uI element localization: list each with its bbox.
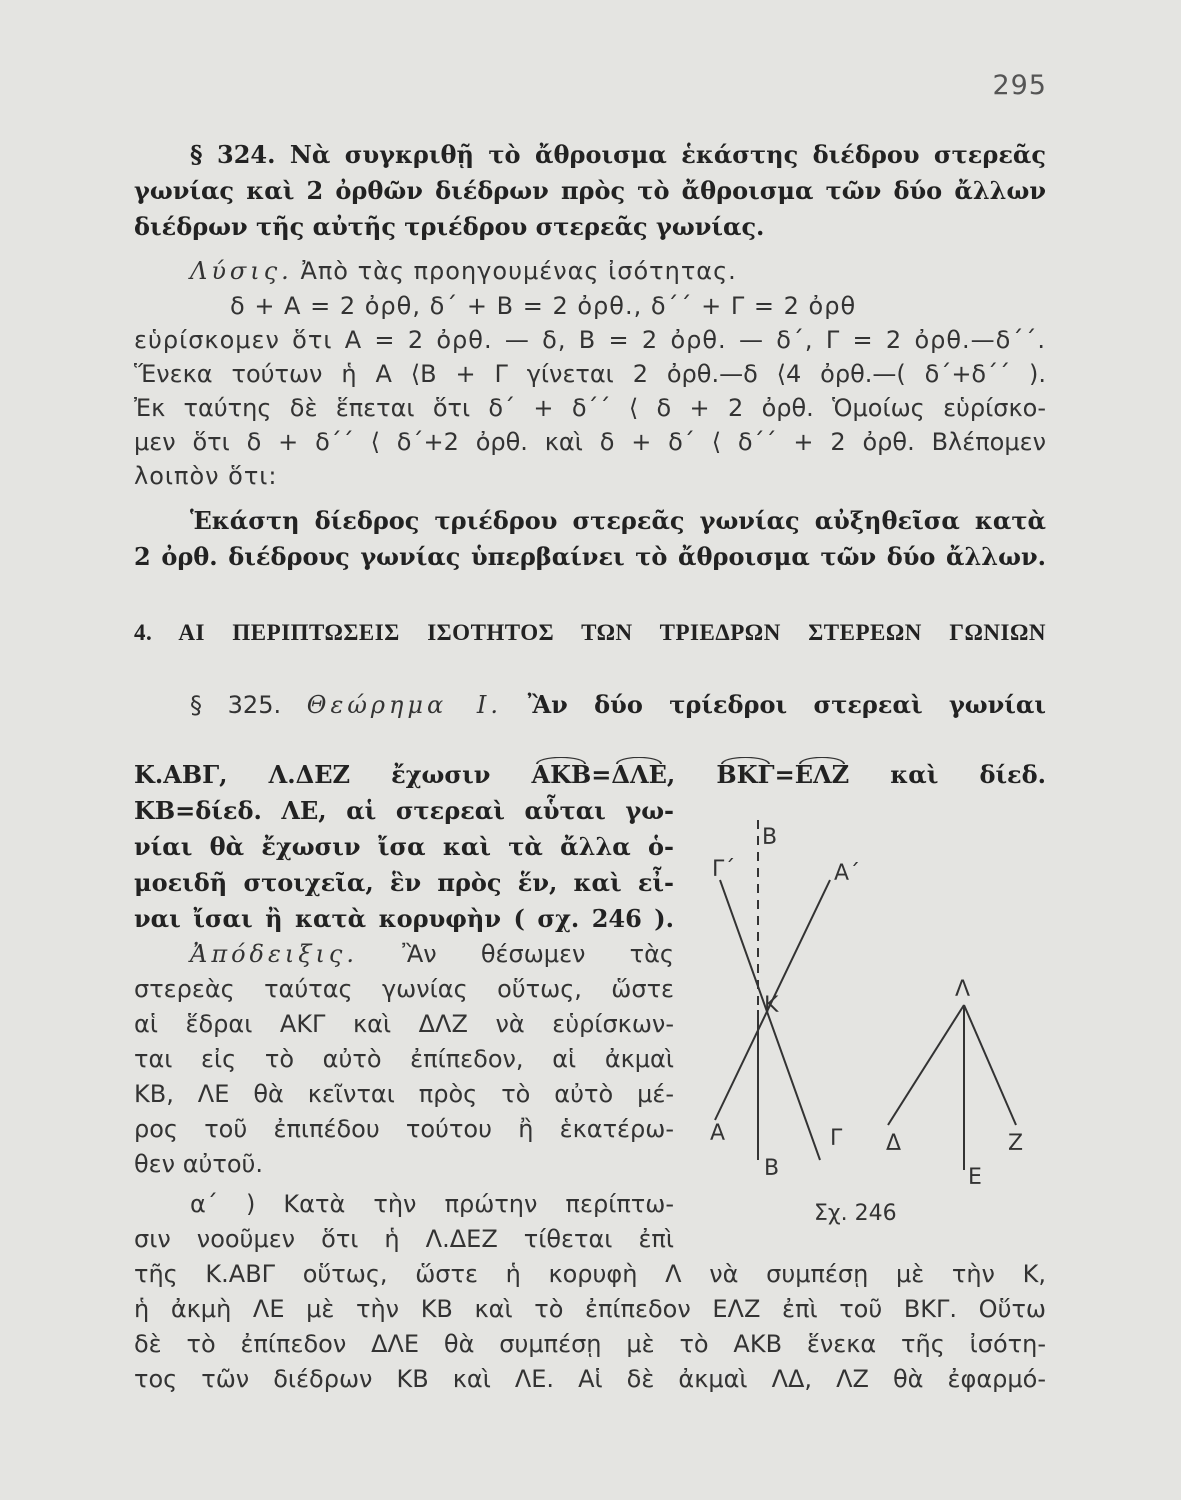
- angle-akb: ΑΚΒ: [531, 760, 592, 789]
- para325-line3: ΚΒ=δίεδ. ΛΕ, αἱ στερεαὶ αὗται γω-: [134, 796, 674, 825]
- solution-line4: Ἕνεκα τούτων ἡ Α ⟨Β + Γ γίνεται 2 ὀρθ.—δ ⟨4 ὀρθ.—( δ΄+δ΄΄ ).: [134, 360, 1046, 388]
- case-a-line5: δὲ τὸ ἐπίπεδον ΔΛΕ θὰ συμπέσῃ μὲ τὸ ΑΚΒ ἕνεκα τῆς ἰσότη-: [134, 1330, 1046, 1358]
- para325-number: § 325.: [190, 691, 282, 719]
- theorem-angles-intro: Κ.ΑΒΓ, Λ.ΔΕΖ ἔχωσιν: [134, 760, 491, 789]
- comma: ,: [666, 760, 676, 789]
- proof-line4: ται εἰς τὸ αὐτὸ ἐπίπεδον, αἱ ἀκμαὶ: [134, 1045, 674, 1073]
- case-a-line1: α΄ ) Κατὰ τὴν πρώτην περίπτω-: [190, 1190, 674, 1218]
- page-number: 295: [992, 70, 1047, 101]
- case-a-line2: σιν νοοῦμεν ὅτι ἡ Λ.ΔΕΖ τίθεται ἐπὶ: [134, 1225, 674, 1253]
- proof-line2: στερεὰς ταύτας γωνίας οὕτως, ὥστε: [134, 975, 674, 1003]
- solution-label: Λύσις.: [190, 257, 293, 285]
- theorem-dihedral: καὶ δίεδ.: [890, 760, 1047, 789]
- section-heading: 4. ΑΙ ΠΕΡΙΠΤΩΣΕΙΣ ΙΣΟΤΗΤΟΣ ΤΩΝ ΤΡΙΕΔΡΩΝ ΣΤΕΡΕΩΝ ΓΩΝΙΩΝ: [134, 620, 1046, 645]
- edge-kg: [720, 880, 820, 1160]
- para325-line1: [190, 690, 1046, 719]
- solution-line2: δ + Α = 2 ὀρθ, δ΄ + Β = 2 ὀρθ., δ΄΄ + Γ = 2 ὀρθ: [230, 292, 857, 320]
- label-z: Ζ: [1008, 1131, 1024, 1156]
- para324-line1: § 324. Νὰ συγκριθῇ τὸ ἄθροισμα ἑκάστης διέδρου στερεᾶς: [190, 140, 1046, 169]
- figure-caption: Σχ. 246: [814, 1201, 897, 1226]
- label-k: Κ: [764, 993, 779, 1018]
- proof-line3: αἱ ἕδραι ΑΚΓ καὶ ΔΛΖ νὰ εὑρίσκων-: [134, 1010, 674, 1038]
- theorem-label: Θεώρημα Ι.: [306, 691, 502, 719]
- proof-line1: [190, 940, 674, 968]
- solution-intro: Ἀπὸ τὰς προηγουμένας ἰσότητας.: [300, 257, 737, 285]
- theorem-text-start: Ἂν δύο τρίεδροι στερεαὶ γωνίαι: [527, 690, 1046, 719]
- angle-dle: ΔΛΕ: [611, 760, 667, 789]
- proof-line5: ΚΒ, ΛΕ θὰ κεῖνται πρὸς τὸ αὐτὸ μέ-: [134, 1080, 674, 1108]
- solution-line6: μεν ὅτι δ + δ΄΄ ⟨ δ΄+2 ὀρθ. καὶ δ + δ΄ ⟨ δ΄΄ + 2 ὀρθ. Βλέπομεν: [134, 428, 1046, 456]
- para325-line4: νίαι θὰ ἔχωσιν ἴσα καὶ τὰ ἄλλα ὁ-: [134, 832, 674, 861]
- solution-line3: εὑρίσκομεν ὅτι Α = 2 ὀρθ. — δ, Β = 2 ὀρθ. — δ΄, Γ = 2 ὀρθ.—δ΄΄.: [134, 326, 1046, 354]
- label-a: Α: [710, 1121, 726, 1146]
- case-a-line3: τῆς Κ.ΑΒΓ οὕτως, ὥστε ἡ κορυφὴ Λ νὰ συμπέσῃ μὲ τὴν Κ,: [134, 1260, 1046, 1288]
- label-l: Λ: [955, 977, 971, 1002]
- equals-sign-1: =: [591, 760, 612, 789]
- label-d: Δ: [886, 1131, 902, 1156]
- case-a-line4: ἡ ἀκμὴ ΛΕ μὲ τὴν ΚΒ καὶ τὸ ἐπίπεδον ΕΛΖ ἐπὶ τοῦ ΒΚΓ. Οὕτω: [134, 1295, 1046, 1323]
- proof-label: Ἀπόδειξις.: [190, 940, 358, 968]
- label-g: Γ: [830, 1126, 843, 1151]
- figure-trihedral-l: [888, 1005, 1016, 1170]
- label-b-top: Β: [762, 825, 778, 850]
- figure-246: [690, 800, 1070, 1240]
- proof-line7: θεν αὐτοῦ.: [134, 1150, 264, 1178]
- proof-line1-text: Ἂν θέσωμεν τὰς: [402, 940, 674, 968]
- solution-line5: Ἐκ ταύτης δὲ ἕπεται ὅτι δ΄ + δ΄΄ ⟨ δ + 2 ὀρθ. Ὁμοίως εὑρίσκο-: [134, 394, 1046, 422]
- conclusion-line2: 2 ὀρθ. διέδρους γωνίας ὑπερβαίνει τὸ ἄθροισμα τῶν δύο ἄλλων.: [134, 542, 1046, 571]
- solution-line1: [190, 257, 737, 285]
- label-a-prime: Α΄: [834, 861, 861, 886]
- proof-line6: ρος τοῦ ἐπιπέδου τούτου ἢ ἑκατέρω-: [134, 1115, 674, 1143]
- label-e: Ε: [968, 1165, 982, 1190]
- equals-sign-2: =: [774, 760, 795, 789]
- angle-bkg: ΒΚΓ: [716, 760, 775, 789]
- para325-line6: ναι ἴσαι ἢ κατὰ κορυφὴν ( σχ. 246 ).: [134, 904, 674, 933]
- angle-elz: ΕΛΖ: [794, 760, 850, 789]
- edge-ld: [888, 1005, 964, 1125]
- edge-lz: [964, 1005, 1016, 1125]
- para325-line5: μοειδῆ στοιχεῖα, ἓν πρὸς ἕν, καὶ εἶ-: [134, 868, 674, 897]
- para324-line2: γωνίας καὶ 2 ὀρθῶν διέδρων πρὸς τὸ ἄθροισμα τῶν δύο ἄλλων: [134, 176, 1046, 205]
- conclusion-line1: Ἑκάστη δίεδρος τριέδρου στερεᾶς γωνίας αὐξηθεῖσα κατὰ: [190, 506, 1046, 535]
- case-a-line6: τος τῶν διέδρων ΚΒ καὶ ΛΕ. Αἱ δὲ ἀκμαὶ ΛΔ, ΛΖ θὰ ἐφαρμό-: [134, 1365, 1046, 1393]
- para324-line3: διέδρων τῆς αὐτῆς τριέδρου στερεᾶς γωνίας.: [134, 212, 765, 241]
- solution-line7: λοιπὸν ὅτι:: [134, 462, 278, 490]
- para325-line2: [134, 760, 1046, 789]
- label-g-prime: Γ΄: [712, 857, 736, 882]
- label-b-bottom: Β: [764, 1156, 780, 1181]
